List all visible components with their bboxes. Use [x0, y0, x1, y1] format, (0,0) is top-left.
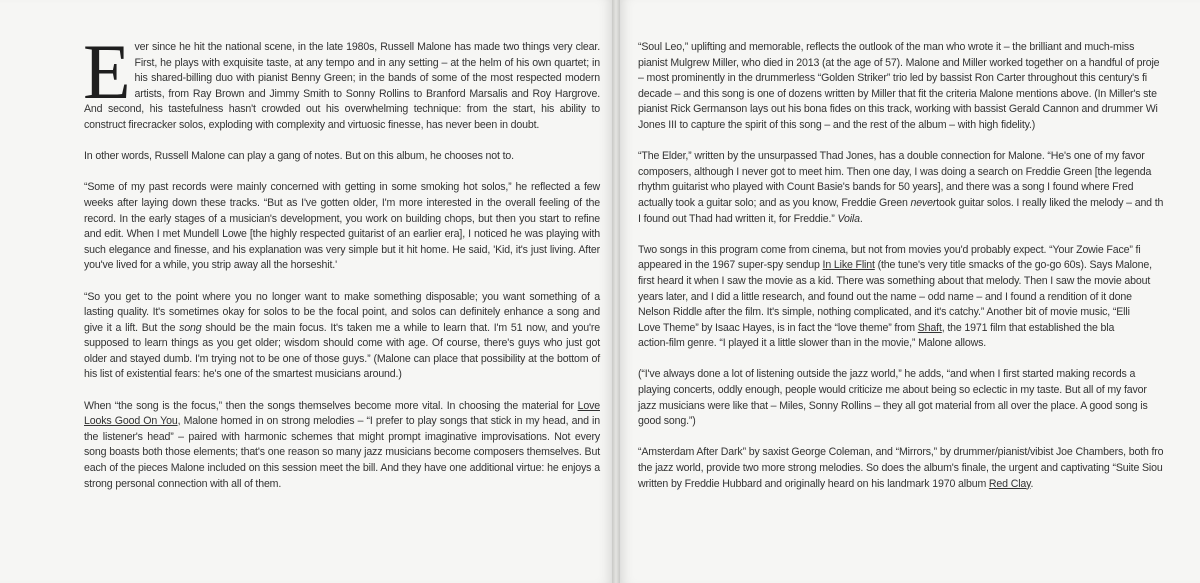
- text-line: first heard it when I saw the movie as a kid. There was something about that melody. Then I saw the movie about: [638, 274, 1151, 287]
- text-line: .: [1030, 477, 1034, 490]
- text-line: appeared in the 1967 super-spy sendup: [638, 259, 823, 272]
- right-page: [620, 0, 1200, 583]
- text-line: playing concerts, oddly enough, people would criticize me about being so eclectic in my taste. But all of my favor: [638, 384, 1147, 397]
- paragraph-text: ver since he hit the national scene, in the late 1980s, Russell Malone has made two things very clear. First, he plays with exquisite taste, at any tempo and in any setting – at the helm of his own quartet; in his shared-billing duo with pianist Benny Green; in the bands of some of the most respected modern artists, from Ray Brown and Jimmy Smith to Sonny Rollins to Branford Marsalis and Roy Hargrove. And second, his tastefulness hasn't crowded out his overwhelming technique: from the start, his ability to construct firecracker solos, exploding with complexity and virtuosic finesse, has never been in doubt.: [84, 41, 600, 131]
- text-line: decade – and this song is one of dozens written by Miller that fit the criteria Malone mentions above. (In Miller's ste: [638, 87, 1157, 100]
- text-line: “Soul Leo,” uplifting and memorable, reflects the outlook of the man who wrote it – the brilliant and much-miss: [638, 41, 1135, 53]
- text-line: (“I've always done a lot of listening outside the jazz world,” he adds, “and when I first started making records a: [638, 368, 1136, 381]
- paragraph-text: When “the song is the focus,” then the songs themselves become more vital. In choosing the material for: [84, 399, 578, 412]
- text-line: the jazz world, provide two more strong melodies. So does the album's finale, the urgent and captivating “Suite Siou: [638, 462, 1163, 475]
- text-line: (the tune's very title smacks of the go-go 60s). Says Malone,: [874, 259, 1152, 272]
- paragraph: [83, 28, 600, 134]
- paragraph: [84, 399, 600, 493]
- book-gutter: [612, 0, 620, 583]
- text-line: good song.”): [638, 415, 696, 428]
- paragraph-text: should be the main focus. It's taken me a while to learn that. I'm 51 now, and you're supposed to learn things as you get older; wisdom should come with age. Of course, there's guys who just got older and stayed dumb. I'm trying not to be one of those guys.” (Malone can place that possibility at the bottom of his list of existential fears: he's one of the smartest musicians around.): [84, 321, 600, 381]
- paragraph: “Some of my past records were mainly concerned with getting in some smoking hot solos,” he reflected a few weeks after laying down these tracks. “But as I've gotten older, I'm more interested in the overall feeling of the record. In the early stages of a musician's development, you work on building chops, but then you start to refine and edit. When I met Mundell Lowe [the highly respected guitarist of an earlier era], I noticed he was playing with such elegance and finesse, and his explanation was very simple but it hit home. He said, 'Kid, it's just living. After you've lived for a while, you strip away all the horseshit.': [84, 181, 600, 272]
- text-line: .: [859, 212, 863, 225]
- text-line: “Amsterdam After Dark” by saxist George Coleman, and “Mirrors,” by drummer/pianist/vibist Joe Chambers, both fro: [638, 446, 1164, 459]
- paragraph-text: , Malone homed in on strong melodies – “I prefer to play songs that stick in my head, and in the listener's head” – paired with harmonic schemes that might prompt imaginative improvisations. Not every song boasts both those elements; that's one reason so many jazz musicians become composers themselves. But each of the pieces Malone included on this session meet the bill. And they have one additional virtue: he enjoys a strong personal connection with all of them.: [84, 415, 601, 490]
- album-title: Love Looks Good On You: [84, 399, 600, 428]
- text-line: written by Freddie Hubbard and originally heard on his landmark 1970 album: [638, 477, 989, 490]
- text-line: Love Theme” by Isaac Hayes, is in fact the “love theme” from: [638, 321, 918, 334]
- text-line: rhythm guitarist who played with Count Basie's bands for 50 years], and there was a song I found where Fred: [638, 181, 1134, 194]
- text-line: actually took a guitar solo; and as you know, Freddie Green: [638, 196, 911, 209]
- text-line: composers, although I never got to meet him. Then one day, I was doing a search on Freddie Green [the legenda: [638, 165, 1152, 178]
- emphasis-text: Voila: [837, 212, 860, 225]
- left-text-column: [83, 28, 601, 508]
- text-line: Jones III to capture the spirit of this song – and the rest of the album – with high fidelity.): [638, 118, 1036, 131]
- text-line: “The Elder,” written by the unsurpassed Thad Jones, has a double connection for Malone. “He's one of my favor: [638, 150, 1145, 163]
- paragraph: [638, 367, 1200, 429]
- text-line: years later, and I did a little research, and found out the name – odd name – and I found a rendition of it done: [638, 290, 1132, 303]
- text-line: – most prominently in the drummerless “Golden Striker” trio led by bassist Ron Carter throughout this century's fi: [638, 72, 1147, 85]
- text-line: took guitar solos. I really liked the melody – and th: [936, 196, 1164, 209]
- text-line: I found out Thad had written it, for Freddie.”: [638, 212, 838, 225]
- text-line: pianist Rick Germanson lays out his bona fides on this track, working with bassist Gerald Cannon and drummer Wi: [638, 103, 1158, 116]
- paragraph: [84, 290, 600, 384]
- text-line: Nelson Riddle after the film. It's simple, nothing complicated, and it's catchy.” Another bit of movie music, “Elli: [638, 306, 1130, 319]
- text-line: , the 1971 film that established the bla: [941, 321, 1115, 334]
- emphasis-text: song: [179, 321, 202, 334]
- paragraph: [638, 40, 1200, 134]
- text-line: jazz musicians were like that – Miles, Sonny Rollins – they all got material from all over the place. A good song is: [638, 399, 1148, 412]
- paragraph: [638, 243, 1200, 352]
- emphasis-text: never: [910, 196, 937, 209]
- text-line: action-film genre. “I played it a little slower than in the movie,” Malone allows.: [638, 337, 987, 350]
- paragraph-text: “So you get to the point where you no longer want to make something disposable; you want something of a lasting quality. It's sometimes okay for solos to be the focal point, and solos can definitely enhance a song and give it a lift. But the: [84, 290, 600, 334]
- paragraph: In other words, Russell Malone can play a gang of notes. But on this album, he chooses not to.: [84, 150, 514, 163]
- text-line: pianist Mulgrew Miller, who died in 2013 (at the age of 57). Malone and Miller worked together on a handful of proje: [638, 56, 1160, 69]
- paragraph: [638, 445, 1200, 492]
- drop-cap: E: [83, 28, 131, 115]
- film-title: Shaft: [917, 321, 942, 334]
- album-title: Red Clay: [988, 477, 1031, 490]
- right-text-column: [638, 40, 1200, 508]
- text-line: Two songs in this program come from cinema, but not from movies you'd probably expect. “Your Zowie Face” fi: [638, 243, 1141, 256]
- film-title: In Like Flint: [822, 259, 875, 272]
- paragraph: [638, 149, 1200, 227]
